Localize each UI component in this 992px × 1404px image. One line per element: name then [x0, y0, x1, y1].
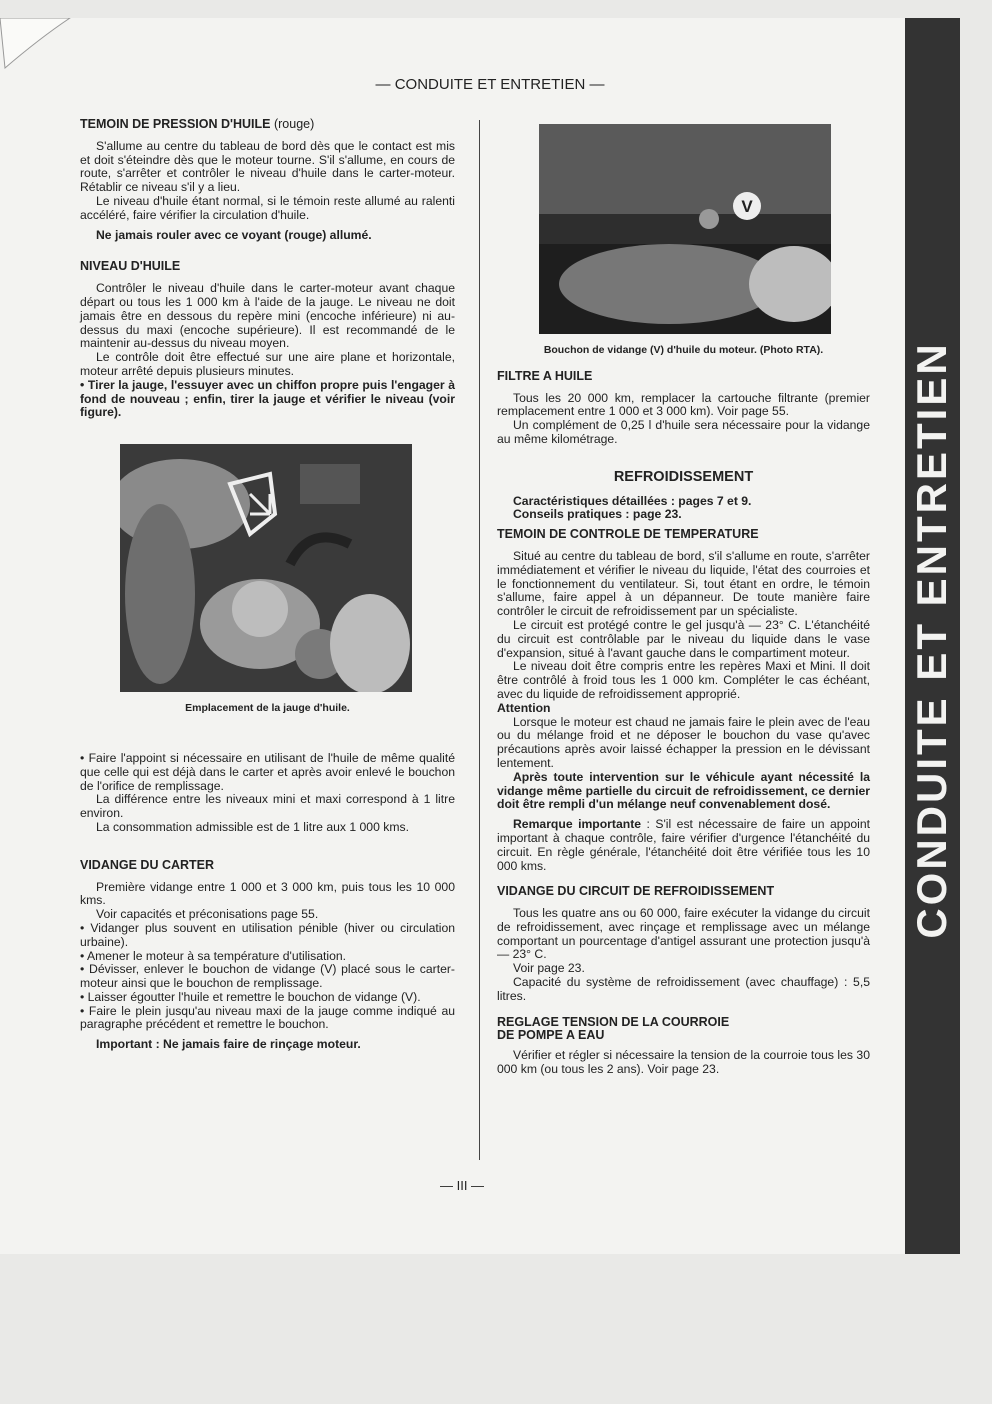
paragraph: La consommation admissible est de 1 litre aux 1 000 kms.: [96, 819, 409, 834]
attention-label: Attention: [497, 700, 551, 715]
section-title-belt-tension: REGLAGE TENSION DE LA COURROIE DE POMPE A EAU: [497, 1014, 730, 1043]
section-title-oil-change: VIDANGE DU CARTER: [80, 857, 215, 872]
section-title-oil-pressure: TEMOIN DE PRESSION D'HUILE (rouge): [80, 117, 315, 131]
right-column: [497, 118, 870, 1077]
paragraph: Un complément de 0,25 l d'huile sera nécessaire pour la vidange au même kilométrage.: [497, 418, 870, 446]
section-title-oil-level: NIVEAU D'HUILE: [80, 259, 181, 274]
paragraph: Après toute intervention sur le véhicule ayant nécessité la vidange même partielle du circuit de refroidissement, ce dernier doit être rempli d'un mélange neuf convenablement dosé.: [497, 769, 870, 812]
paragraph: S'allume au centre du tableau de bord dès que le contact est mis et doit s'éteindre dès que le moteur tourne. S'il s'allume, en cours de route, s'arrêter et contrôler le niveau d'huile dans le carter-moteur. Rétablir ce niveau s'il y a lieu.: [80, 138, 455, 195]
paragraph: Tous les quatre ans ou 60 000, faire exécuter la vidange du circuit de refroidissement, avec rinçage et remplissage avec un mélange comportant un pourcentage d'antigel assurant une protection jusqu'à — 23° C.: [497, 906, 870, 962]
paragraph: Le circuit est protégé contre le gel jusqu'à — 23° C. L'étanchéité du circuit est contrôlable par le niveau du liquide dans le vase d'expansion, situé à l'avant gauche dans le compartiment moteur.: [497, 617, 870, 660]
paragraph: Voir capacités et préconisations page 55.: [96, 907, 319, 922]
drain-plug-graphic: [539, 124, 831, 334]
paragraph: Caractéristiques détaillées : pages 7 et 9.: [513, 493, 752, 508]
paragraph: Remarque importante : S'il est nécessaire de faire un appoint important à chaque contrôle, faire vérifier d'urgence l'étanchéité du circuit. En règle générale, l'étanchéité doit être vérifiée tous les 10 000 kms.: [497, 817, 870, 873]
page-number: — III —: [440, 1178, 485, 1193]
paragraph: Le contrôle doit être effectué sur une aire plane et horizontale, moteur arrêté depuis plusieurs minutes.: [80, 350, 455, 378]
paragraph: Contrôler le niveau d'huile dans le carter-moteur avant chaque départ ou tous les 1 000 km à l'aide de la jauge. Le niveau ne doit jamais être en dessous du repère mini (encoche inférieure) ni au-dessus du maxi (encoche supérieure). Il est recommandé de le maintenir au-dessus du niveau moyen.: [80, 281, 455, 351]
section-title-temperature: TEMOIN DE CONTROLE DE TEMPERATURE: [497, 527, 759, 542]
important-note: Important : Ne jamais faire de rinçage moteur.: [96, 1037, 361, 1052]
warning-text: Ne jamais rouler avec ce voyant (rouge) allumé.: [96, 227, 372, 242]
side-tab-label: CONDUITE ET ENTRETIEN: [908, 341, 955, 939]
paragraph: La différence entre les niveaux mini et maxi correspond à 1 litre environ.: [80, 792, 455, 821]
paragraph: • Faire le plein jusqu'au niveau maxi de la jauge comme indiqué au paragraphe précédent et remettre le bouchon.: [80, 1003, 455, 1032]
photo-label-v: V: [741, 197, 753, 216]
paragraph: • Vidanger plus souvent en utilisation pénible (hiver ou circulation urbaine).: [80, 920, 455, 949]
folded-corner: [0, 18, 80, 78]
photo-caption: Bouchon de vidange (V) d'huile du moteur. (Photo RTA).: [543, 344, 824, 356]
left-column: [80, 118, 455, 1052]
section-title-cooling: REFROIDISSEMENT: [613, 468, 754, 485]
page-header: — CONDUITE ET ENTRETIEN —: [375, 76, 605, 93]
paragraph: Lorsque le moteur est chaud ne jamais faire le plein avec de l'eau ou du mélange froid et ne déposer le bouchon du vase qu'avec précautions après avoir laissé échapper la pression en le dévissant lentement.: [497, 714, 870, 770]
paragraph: Première vidange entre 1 000 et 3 000 km, puis tous les 10 000 kms.: [80, 879, 455, 908]
section-title-coolant-drain: VIDANGE DU CIRCUIT DE REFROIDISSEMENT: [497, 884, 775, 899]
paragraph: Situé au centre du tableau de bord, s'il s'allume en route, s'arrêter immédiatement et vérifier le niveau du liquide, l'état des courroies et le fonctionnement du ventilateur. Si, tout étant en ordre, le témoin s'allume, faire appel à un dépanneur. De toute manière faire contrôler le circuit de refroidissement par un spécialiste.: [497, 548, 870, 619]
paragraph: Le niveau doit être compris entre les repères Maxi et Mini. Il doit être contrôlé à froid tous les 1 000 km. Compléter le cas échéant, avec du liquide de refroidissement approprié.: [497, 659, 870, 701]
paragraph: • Amener le moteur à sa température d'utilisation.: [80, 948, 347, 963]
paragraph: Capacité du système de refroidissement (avec chauffage) : 5,5 litres.: [497, 975, 870, 1003]
engine-photo-graphic: [120, 444, 412, 692]
paragraph: • Tirer la jauge, l'essuyer avec un chiffon propre puis l'engager à fond de nouveau ; enfin, tirer la jauge et vérifier le niveau (voir figure).: [80, 377, 455, 420]
paragraph: Le niveau d'huile étant normal, si le témoin reste allumé au ralenti accéléré, faire vérifier la circulation d'huile.: [80, 193, 455, 222]
dipstick-photo: [120, 444, 412, 692]
column-divider: [479, 120, 480, 1160]
paragraph: Voir page 23.: [513, 961, 585, 976]
photo-caption: Emplacement de la jauge d'huile.: [185, 702, 350, 715]
paragraph: Vérifier et régler si nécessaire la tension de la courroie tous les 30 000 km (ou tous les 2 ans). Voir page 23.: [497, 1048, 870, 1077]
paragraph: • Dévisser, enlever le bouchon de vidange (V) placé sous le carter-moteur ainsi que le bouchon de remplissage.: [80, 962, 455, 991]
paragraph: • Laisser égoutter l'huile et remettre le bouchon de vidange (V).: [80, 989, 421, 1004]
paragraph: • Faire l'appoint si nécessaire en utilisant de l'huile de même qualité que celle qui est déjà dans le carter et après avoir enlevé le bouchon de l'orifice de remplissage.: [80, 750, 455, 793]
paragraph: Tous les 20 000 km, remplacer la cartouche filtrante (premier remplacement entre 1 000 et 3 000 km). Voir page 55.: [497, 390, 870, 419]
section-title-oil-filter: FILTRE A HUILE: [497, 368, 593, 383]
drain-plug-photo: [539, 124, 831, 334]
paragraph: Conseils pratiques : page 23.: [513, 507, 682, 522]
